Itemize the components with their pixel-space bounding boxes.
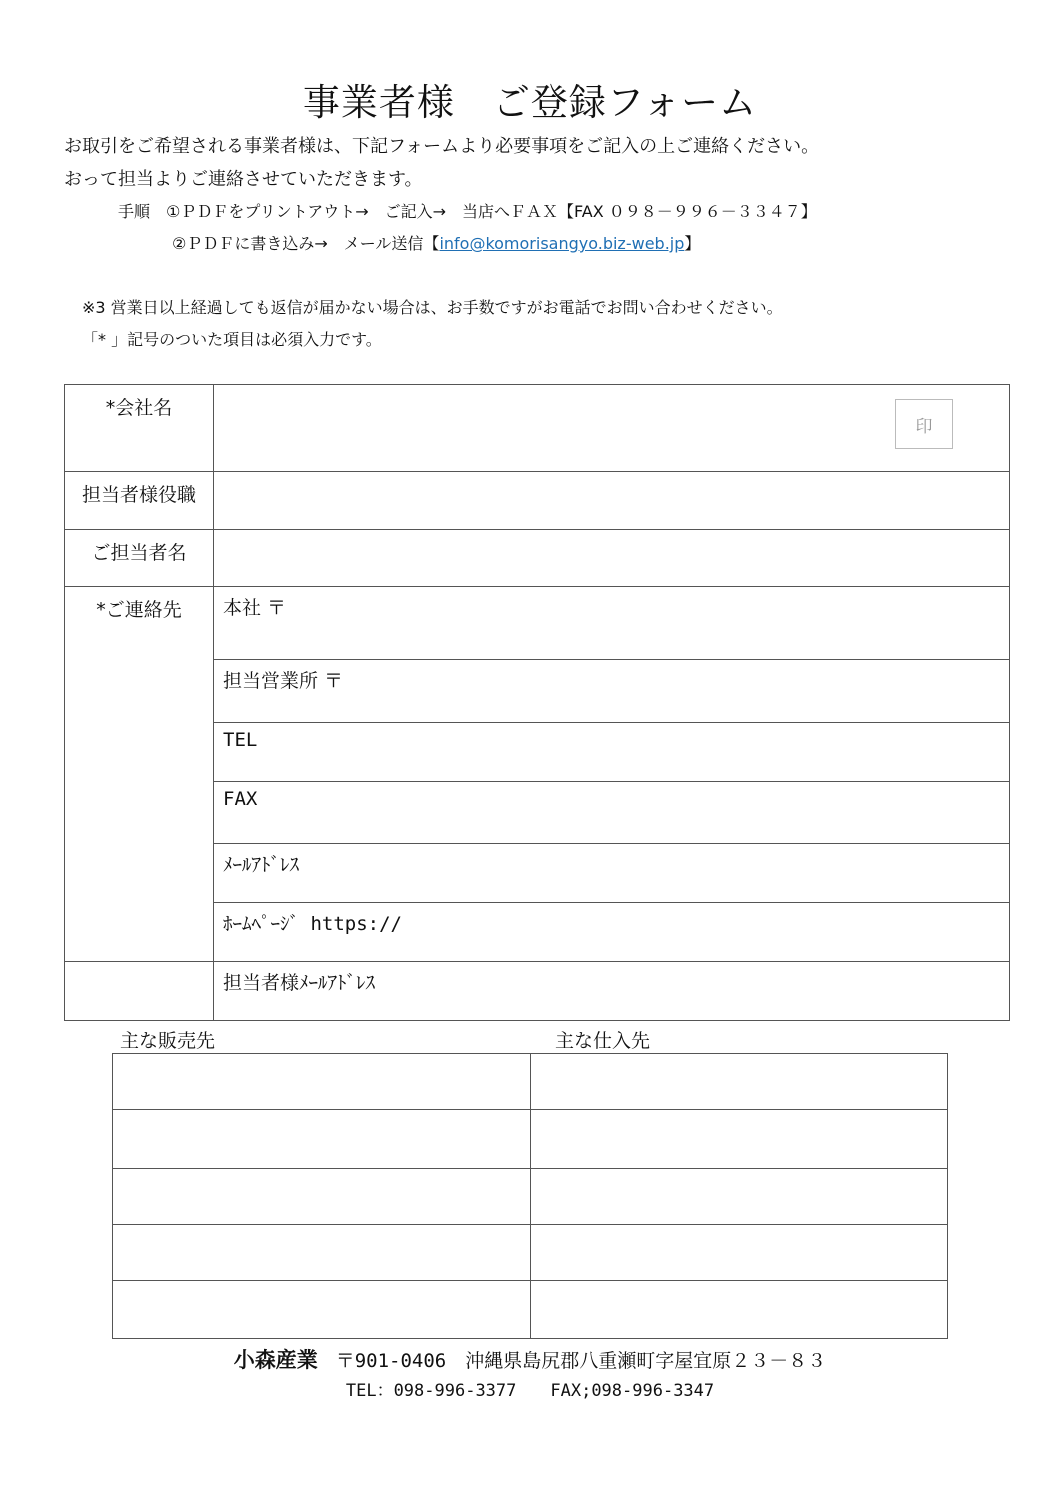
footer-contact: TEL：098-996-3377 FAX;098-996-3347 [345, 1381, 715, 1401]
procedure-step-2-prefix: ②ＰＤＦに書き込み→ メール送信【 [172, 234, 440, 253]
trade-partners-table [112, 1053, 948, 1339]
supplier-cell[interactable] [530, 1281, 948, 1339]
procedure-step-1: 手順 ①ＰＤＦをプリントアウト→ ご記入→ 当店へＦＡＸ【FAX ０９８－９９６－３３４７】 [118, 202, 817, 221]
person-row [65, 530, 1010, 587]
customer-cell[interactable] [113, 1110, 531, 1169]
position-row [65, 472, 1010, 530]
company-address: 〒901-0406 沖縄県島尻郡八重瀬町字屋宜原２３－８３ [335, 1350, 827, 1372]
procedure-step-2 [172, 231, 700, 254]
intro-text-1: お取引をご希望される事業者様は、下記フォームより必要事項をご記入の上ご連絡ください。 [64, 136, 820, 157]
company-label: *会社名 [65, 385, 214, 472]
person-label: ご担当者名 [65, 530, 214, 587]
company-name: 小森産業 [233, 1348, 318, 1372]
homepage-field[interactable]: ﾎｰﾑﾍﾟｰｼﾞ https:// [214, 903, 1010, 962]
tel-field[interactable]: TEL [214, 723, 1010, 782]
customers-label: 主な販売先 [120, 1030, 216, 1052]
staff-email-field[interactable]: 担当者様ﾒｰﾙｱﾄﾞﾚｽ [214, 962, 1010, 1021]
staff-email-label [65, 962, 214, 1021]
company-row [65, 385, 1010, 472]
supplier-cell[interactable] [530, 1110, 948, 1169]
fax-field[interactable]: FAX [214, 782, 1010, 844]
contact-email-link[interactable]: info@komorisangyo.biz-web.jp [439, 234, 685, 253]
position-label: 担当者様役職 [65, 472, 214, 530]
suppliers-label: 主な仕入先 [555, 1030, 651, 1052]
hq-row [65, 587, 1010, 660]
seal-box: 印 [895, 399, 953, 449]
staff-email-row [65, 962, 1010, 1021]
supplier-cell[interactable] [530, 1054, 948, 1110]
reply-note: ※3 営業日以上経過しても返信が届かない場合は、お手数ですがお電話でお問い合わせください。 [82, 298, 783, 317]
customer-cell[interactable] [113, 1281, 531, 1339]
footer-address-line [0, 1344, 1060, 1374]
registration-form-table [64, 384, 1010, 1021]
table-row [113, 1281, 948, 1339]
supplier-cell[interactable] [530, 1169, 948, 1225]
table-row [113, 1225, 948, 1281]
branch-address-field[interactable]: 担当営業所 〒 [214, 660, 1010, 723]
customer-cell[interactable] [113, 1054, 531, 1110]
table-row [113, 1169, 948, 1225]
customer-cell[interactable] [113, 1169, 531, 1225]
position-field[interactable] [214, 472, 1010, 530]
required-note: 「* 」記号のついた項目は必須入力です。 [82, 330, 382, 349]
hq-address-field[interactable]: 本社 〒 [214, 587, 1010, 660]
person-field[interactable] [214, 530, 1010, 587]
table-row [113, 1054, 948, 1110]
supplier-cell[interactable] [530, 1225, 948, 1281]
contact-label: *ご連絡先 [65, 587, 214, 962]
company-field[interactable] [214, 385, 1010, 472]
email-field[interactable]: ﾒｰﾙｱﾄﾞﾚｽ [214, 844, 1010, 903]
table-row [113, 1110, 948, 1169]
customer-cell[interactable] [113, 1225, 531, 1281]
intro-text-2: おって担当よりご連絡させていただきます。 [64, 169, 423, 190]
page-title: 事業者様 ご登録フォーム [302, 81, 758, 124]
procedure-step-2-suffix: 】 [684, 234, 701, 253]
